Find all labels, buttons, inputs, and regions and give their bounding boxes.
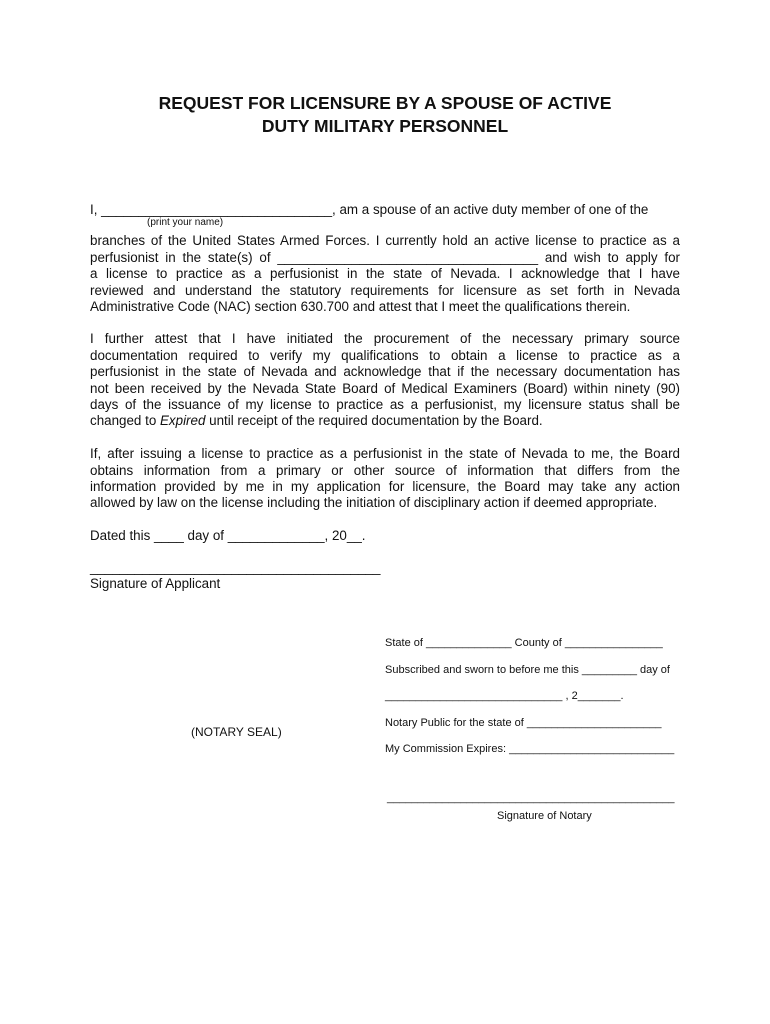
paragraph-2-line: perfusionist in the state of Nevada and acknowledge that if the necessary documentation has bbox=[90, 364, 680, 379]
expired-emphasis: Expired bbox=[160, 413, 206, 428]
paragraph-1-line: reviewed and understand the statutory requirements for licensure as set forth in Nevada bbox=[90, 282, 680, 298]
paragraph-2-last-line bbox=[90, 413, 543, 430]
notary-public-state-line: Notary Public for the state of ______________________ bbox=[385, 717, 662, 729]
notary-seal-placeholder: (NOTARY SEAL) bbox=[191, 725, 282, 739]
paragraph-1-line: a license to practice as a perfusionist in the state of Nevada. I acknowledge that I have bbox=[90, 266, 680, 281]
notary-state-county-line: State of ______________ County of ________________ bbox=[385, 637, 663, 649]
intro-name-line: I, _______________________________, am a spouse of an active duty member of one of the bbox=[90, 202, 649, 217]
paragraph-1-line: perfusionist in the state(s) of ___________________________________ and wish to apply for bbox=[90, 249, 680, 265]
print-name-caption: (print your name) bbox=[147, 217, 224, 228]
notary-signature-label: Signature of Notary bbox=[497, 810, 592, 822]
text-segment: changed to bbox=[90, 413, 160, 428]
applicant-signature-label: Signature of Applicant bbox=[90, 576, 221, 591]
paragraph-3-line: obtains information from a primary or other source of information that differs from the bbox=[90, 462, 680, 478]
paragraph-2-line: not been received by the Nevada State Board of Medical Examiners (Board) within ninety (90) bbox=[90, 380, 680, 396]
paragraph-2-line: documentation required to verify my qualifications to obtain a license to practice as a bbox=[90, 347, 680, 363]
notary-year-line: _____________________________ , 2_______. bbox=[385, 690, 624, 702]
form-title-line-2: DUTY MILITARY PERSONNEL bbox=[261, 116, 509, 136]
paragraph-3-line: If, after issuing a license to practice as a perfusionist in the state of Nevada to me, the Board bbox=[90, 446, 680, 461]
paragraph-2-line: I further attest that I have initiated the procurement of the necessary primary source bbox=[90, 331, 680, 346]
form-title bbox=[90, 92, 680, 138]
notary-signature-line: _______________________________________________ bbox=[387, 792, 675, 804]
dated-line: Dated this ____ day of _____________, 20__. bbox=[90, 528, 366, 543]
text-segment: until receipt of the required documentation by the Board. bbox=[205, 413, 543, 428]
form-title-line-1: REQUEST FOR LICENSURE BY A SPOUSE OF ACTIVE bbox=[158, 93, 612, 113]
paragraph-3-line: information provided by me in my application for licensure, the Board may take any action bbox=[90, 479, 680, 494]
notary-commission-line: My Commission Expires: ___________________________ bbox=[385, 743, 675, 755]
notary-subscribed-line: Subscribed and sworn to before me this _________ day of bbox=[385, 664, 670, 676]
paragraph-3-line: allowed by law on the license including the initiation of disciplinary action if deemed appropriate. bbox=[90, 495, 658, 510]
paragraph-1-line: Administrative Code (NAC) section 630.700 and attest that I meet the qualifications therein. bbox=[90, 299, 631, 314]
paragraph-2-line: days of the issuance of my license to practice as a perfusionist, my licensure status shall be bbox=[90, 397, 680, 412]
paragraph-1-line: branches of the United States Armed Forces. I currently hold an active license to practice as a bbox=[90, 233, 680, 248]
applicant-signature-line: _______________________________________ bbox=[90, 560, 381, 575]
